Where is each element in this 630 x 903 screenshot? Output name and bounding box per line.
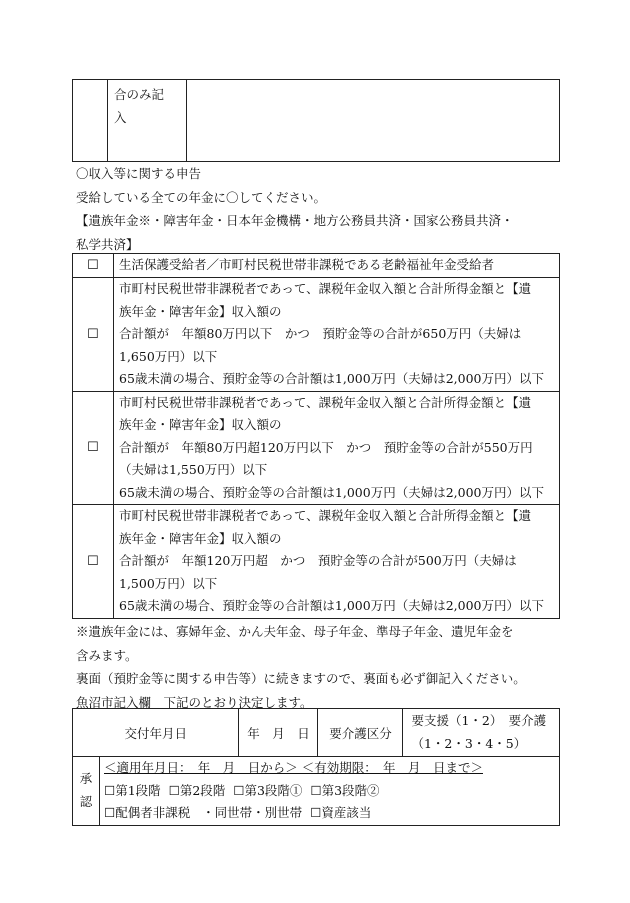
top-table-text-2: 入 bbox=[114, 109, 127, 125]
option-checkbox[interactable]: ☐ bbox=[73, 391, 114, 505]
option-checkbox[interactable]: ☐ bbox=[73, 278, 114, 392]
option-line: 族年金・障害年金】収入額の bbox=[119, 530, 282, 546]
option-row bbox=[73, 254, 560, 278]
stage-option-2[interactable]: ☐第2段階 bbox=[168, 782, 226, 798]
option-line: 市町村民税世帯非課税者であって、課税年金収入額と合計所得金額と【遺 bbox=[119, 394, 532, 410]
top-table bbox=[72, 79, 560, 162]
top-table-text-1: 合のみ記 bbox=[114, 87, 165, 102]
option-line: 合計額が 年額80万円以下 かつ 預貯金等の合計が650万円（夫婦は bbox=[119, 326, 522, 341]
option-row bbox=[73, 505, 560, 619]
option-checkbox[interactable]: ☐ bbox=[73, 254, 114, 278]
top-table-col2 bbox=[108, 80, 187, 162]
option-line: 生活保護受給者／市町村民税世帯非課税である老齢福祉年金受給者 bbox=[119, 257, 495, 273]
option-line: 市町村民税世帯非課税者であって、課税年金収入額と合計所得金額と【遺 bbox=[119, 281, 532, 296]
asset-applicable-option[interactable]: ☐資産該当 bbox=[310, 805, 372, 820]
option-row bbox=[73, 391, 560, 505]
declaration-instruction: 受給している全ての年金に〇してください。 bbox=[76, 189, 327, 205]
option-line: 市町村民税世帯非課税者であって、課税年金収入額と合計所得金額と【遺 bbox=[119, 508, 532, 523]
option-row bbox=[73, 278, 560, 392]
office-use-heading: 魚沼市記入欄 下記のとおり決定します。 bbox=[76, 694, 313, 710]
care-category-label: 要介護区分 bbox=[318, 709, 403, 757]
approval-label-char-1: 承 bbox=[79, 771, 93, 787]
income-options-table bbox=[72, 253, 560, 619]
pension-types-line-1: 【遺族年金※・障害年金・日本年金機構・地方公務員共済・国家公務員共済・ bbox=[76, 213, 514, 228]
top-table-col1 bbox=[73, 80, 108, 162]
option-line: 65歳未満の場合、預貯金等の合計額は1,000万円（夫婦は2,000万円）以下 bbox=[119, 484, 544, 500]
stage-options bbox=[104, 780, 559, 803]
approval-row bbox=[73, 757, 560, 826]
approval-label bbox=[73, 757, 100, 826]
option-text bbox=[114, 254, 560, 278]
approval-label-char-2: 認 bbox=[79, 793, 93, 809]
option-line: 1,500万円）以下 bbox=[119, 575, 218, 591]
pension-types-line-2: 私学共済】 bbox=[76, 236, 139, 252]
option-checkbox[interactable]: ☐ bbox=[73, 505, 114, 619]
issue-row bbox=[73, 709, 560, 757]
household-option: ・同世帯・別世帯 bbox=[202, 805, 303, 820]
option-line: 65歳未満の場合、預貯金等の合計額は1,000万円（夫婦は2,000万円）以下 bbox=[119, 371, 544, 386]
issue-date-field[interactable]: 年 月 日 bbox=[239, 709, 318, 757]
spouse-options bbox=[104, 802, 559, 825]
survivor-note-line-2: 含みます。 bbox=[76, 647, 138, 663]
option-line: 族年金・障害年金】収入額の bbox=[119, 417, 282, 432]
option-text bbox=[114, 278, 560, 392]
option-line: （夫婦は1,550万円）以下 bbox=[119, 462, 268, 477]
care-support-line: 要支援（1・2） 要介護 bbox=[411, 713, 547, 728]
option-line: 65歳未満の場合、預貯金等の合計額は1,000万円（夫婦は2,000万円）以下 bbox=[119, 598, 544, 613]
option-text bbox=[114, 505, 560, 619]
option-line: 合計額が 年額80万円超120万円以下 かつ 預貯金等の合計が550万円 bbox=[119, 439, 533, 455]
spouse-nontaxable-option[interactable]: ☐配偶者非課税 bbox=[104, 805, 191, 820]
validity-line: ＜適用年月日： 年 月 日から＞ ＜有効期限： 年 月 日まで＞ bbox=[104, 760, 483, 775]
top-table-col3 bbox=[187, 80, 560, 162]
reverse-side-note: 裏面（預貯金等に関する申告等）に続きますので、裏面も必ず御記入ください。 bbox=[76, 671, 526, 686]
care-levels-line: （1・2・3・4・5） bbox=[411, 735, 527, 751]
survivor-note-line-1: ※遺族年金には、寡婦年金、かん夫年金、母子年金、準母子年金、遺児年金を bbox=[76, 624, 514, 639]
option-line: 合計額が 年額120万円超 かつ 預貯金等の合計が500万円（夫婦は bbox=[119, 553, 517, 568]
stage-option-1[interactable]: ☐第1段階 bbox=[104, 782, 161, 798]
care-category-field bbox=[403, 709, 560, 757]
stage-option-3a[interactable]: ☐第3段階① bbox=[233, 782, 303, 798]
option-text bbox=[114, 391, 560, 505]
approval-content bbox=[100, 757, 560, 826]
option-line: 族年金・障害年金】収入額の bbox=[119, 303, 282, 319]
declaration-section bbox=[76, 162, 514, 256]
office-use-table bbox=[72, 708, 560, 826]
issue-date-label: 交付年月日 bbox=[73, 709, 239, 757]
stage-option-3b[interactable]: ☐第3段階② bbox=[310, 782, 380, 798]
declaration-heading: 〇収入等に関する申告 bbox=[76, 166, 202, 181]
notes-section bbox=[76, 620, 526, 714]
option-line: 1,650万円）以下 bbox=[119, 348, 218, 364]
